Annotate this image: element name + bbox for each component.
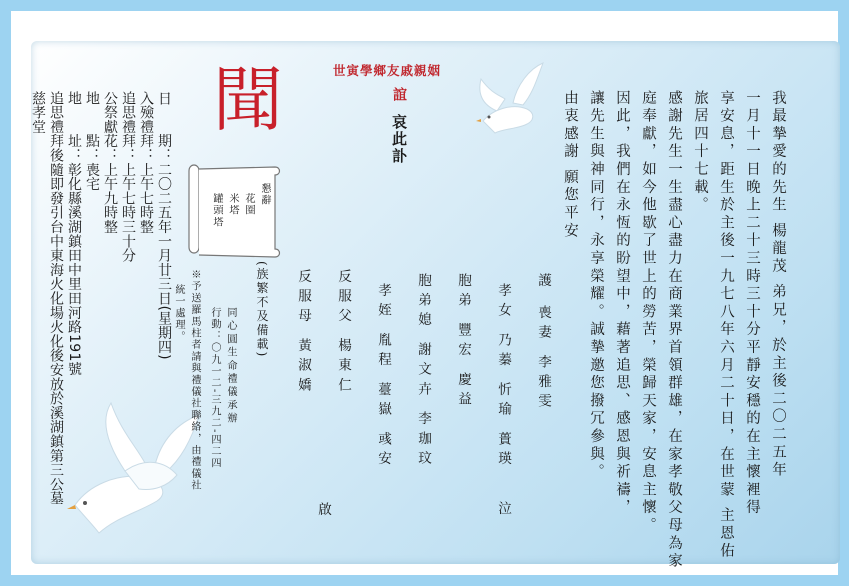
remark-line: 統一處理。	[173, 284, 184, 343]
body-line: 我最摯愛的先生 楊龍茂 弟兄，於主後二〇二五年	[770, 90, 786, 480]
body-line: 因此，我們在永恆的盼望中，藉著追思、感恩與祈禱，	[614, 90, 630, 518]
banner-text: 世寅學鄉友戚親姻	[333, 63, 442, 78]
family-gap: 泣	[495, 501, 511, 521]
notice-title: 哀此訃	[390, 114, 408, 165]
family-row: 反服母 黃淑嬌	[295, 269, 311, 397]
family-row: 胞弟媳 謝文卉 李珈玟	[415, 273, 431, 471]
dove-icon	[65, 401, 205, 551]
funeral-service-name: 同心圓生命禮儀承辦	[225, 307, 236, 426]
family-row: 喪妻 李雅雯	[535, 305, 551, 414]
dove-icon	[473, 59, 547, 145]
qi-text: 啟	[315, 502, 331, 522]
body-line: 讓先生與神同行，永享榮耀。誠摯邀您撥冗參與。	[588, 90, 604, 482]
detail-hall: 慈孝堂	[30, 91, 46, 134]
family-row: 孝姪 胤程 薹嶽 彧安	[375, 283, 391, 471]
detail-memorial: 追思禮拜：上午七時三十分	[120, 91, 136, 263]
body-line: 庭奉獻，如今他歇了世上的勞苦，榮歸天家，安息主懷。	[640, 90, 656, 535]
body-line: 感謝先生一生盡心盡力在商業界首領群雄，在家孝敬父母為家	[666, 90, 682, 571]
detail-procession: 追思禮拜後隨即發引台中東海火化場火化後安放於溪湖鎮第三公墓	[48, 91, 64, 506]
detail-encoffining: 入殮禮拜：上午七時整	[138, 91, 154, 234]
body-line: 旅居四十七載。	[692, 90, 708, 215]
scroll-line: 米塔	[227, 193, 238, 217]
scroll-line: 罐頭塔	[211, 193, 222, 229]
emblem-character: 聞	[213, 59, 283, 141]
detail-location: 地 點：喪宅	[84, 91, 100, 192]
detail-address: 地 址：彰化縣溪湖鎮田中里田河路191號	[66, 91, 82, 377]
notice-yi: 誼	[391, 87, 407, 101]
family-row: 反服父 楊東仁	[335, 269, 351, 397]
scroll-line: 懇辭	[259, 183, 270, 207]
body-line: 由衷感謝 願您平安	[562, 90, 578, 241]
detail-date: 日 期：二〇二五年一月廿三日(星期四)	[156, 91, 172, 360]
family-row: 護	[535, 273, 551, 293]
body-line: 一月十一日晚上二十三時三十分平靜安穩的在主懷裡得	[744, 90, 760, 518]
funeral-service-phone: 行動：〇九一二-三九二-四二四	[209, 307, 220, 469]
family-row: 孝女 乃蓁 忻瑜 蕢瑛	[495, 283, 511, 471]
family-row: 胞弟 豐宏 慶益	[455, 273, 471, 412]
remark-line: ※予送羅馬柱者請與禮儀社聯絡，由禮儀社	[189, 269, 200, 492]
body-line: 享安息，距生於主後一九七八年六月二十日，在世蒙 主恩佑	[718, 90, 734, 561]
scroll-line: 花圈	[243, 193, 254, 217]
clan-note: (族繁不及備載)	[255, 261, 269, 359]
detail-public-offering: 公祭獻花：上午九時整	[102, 91, 118, 234]
